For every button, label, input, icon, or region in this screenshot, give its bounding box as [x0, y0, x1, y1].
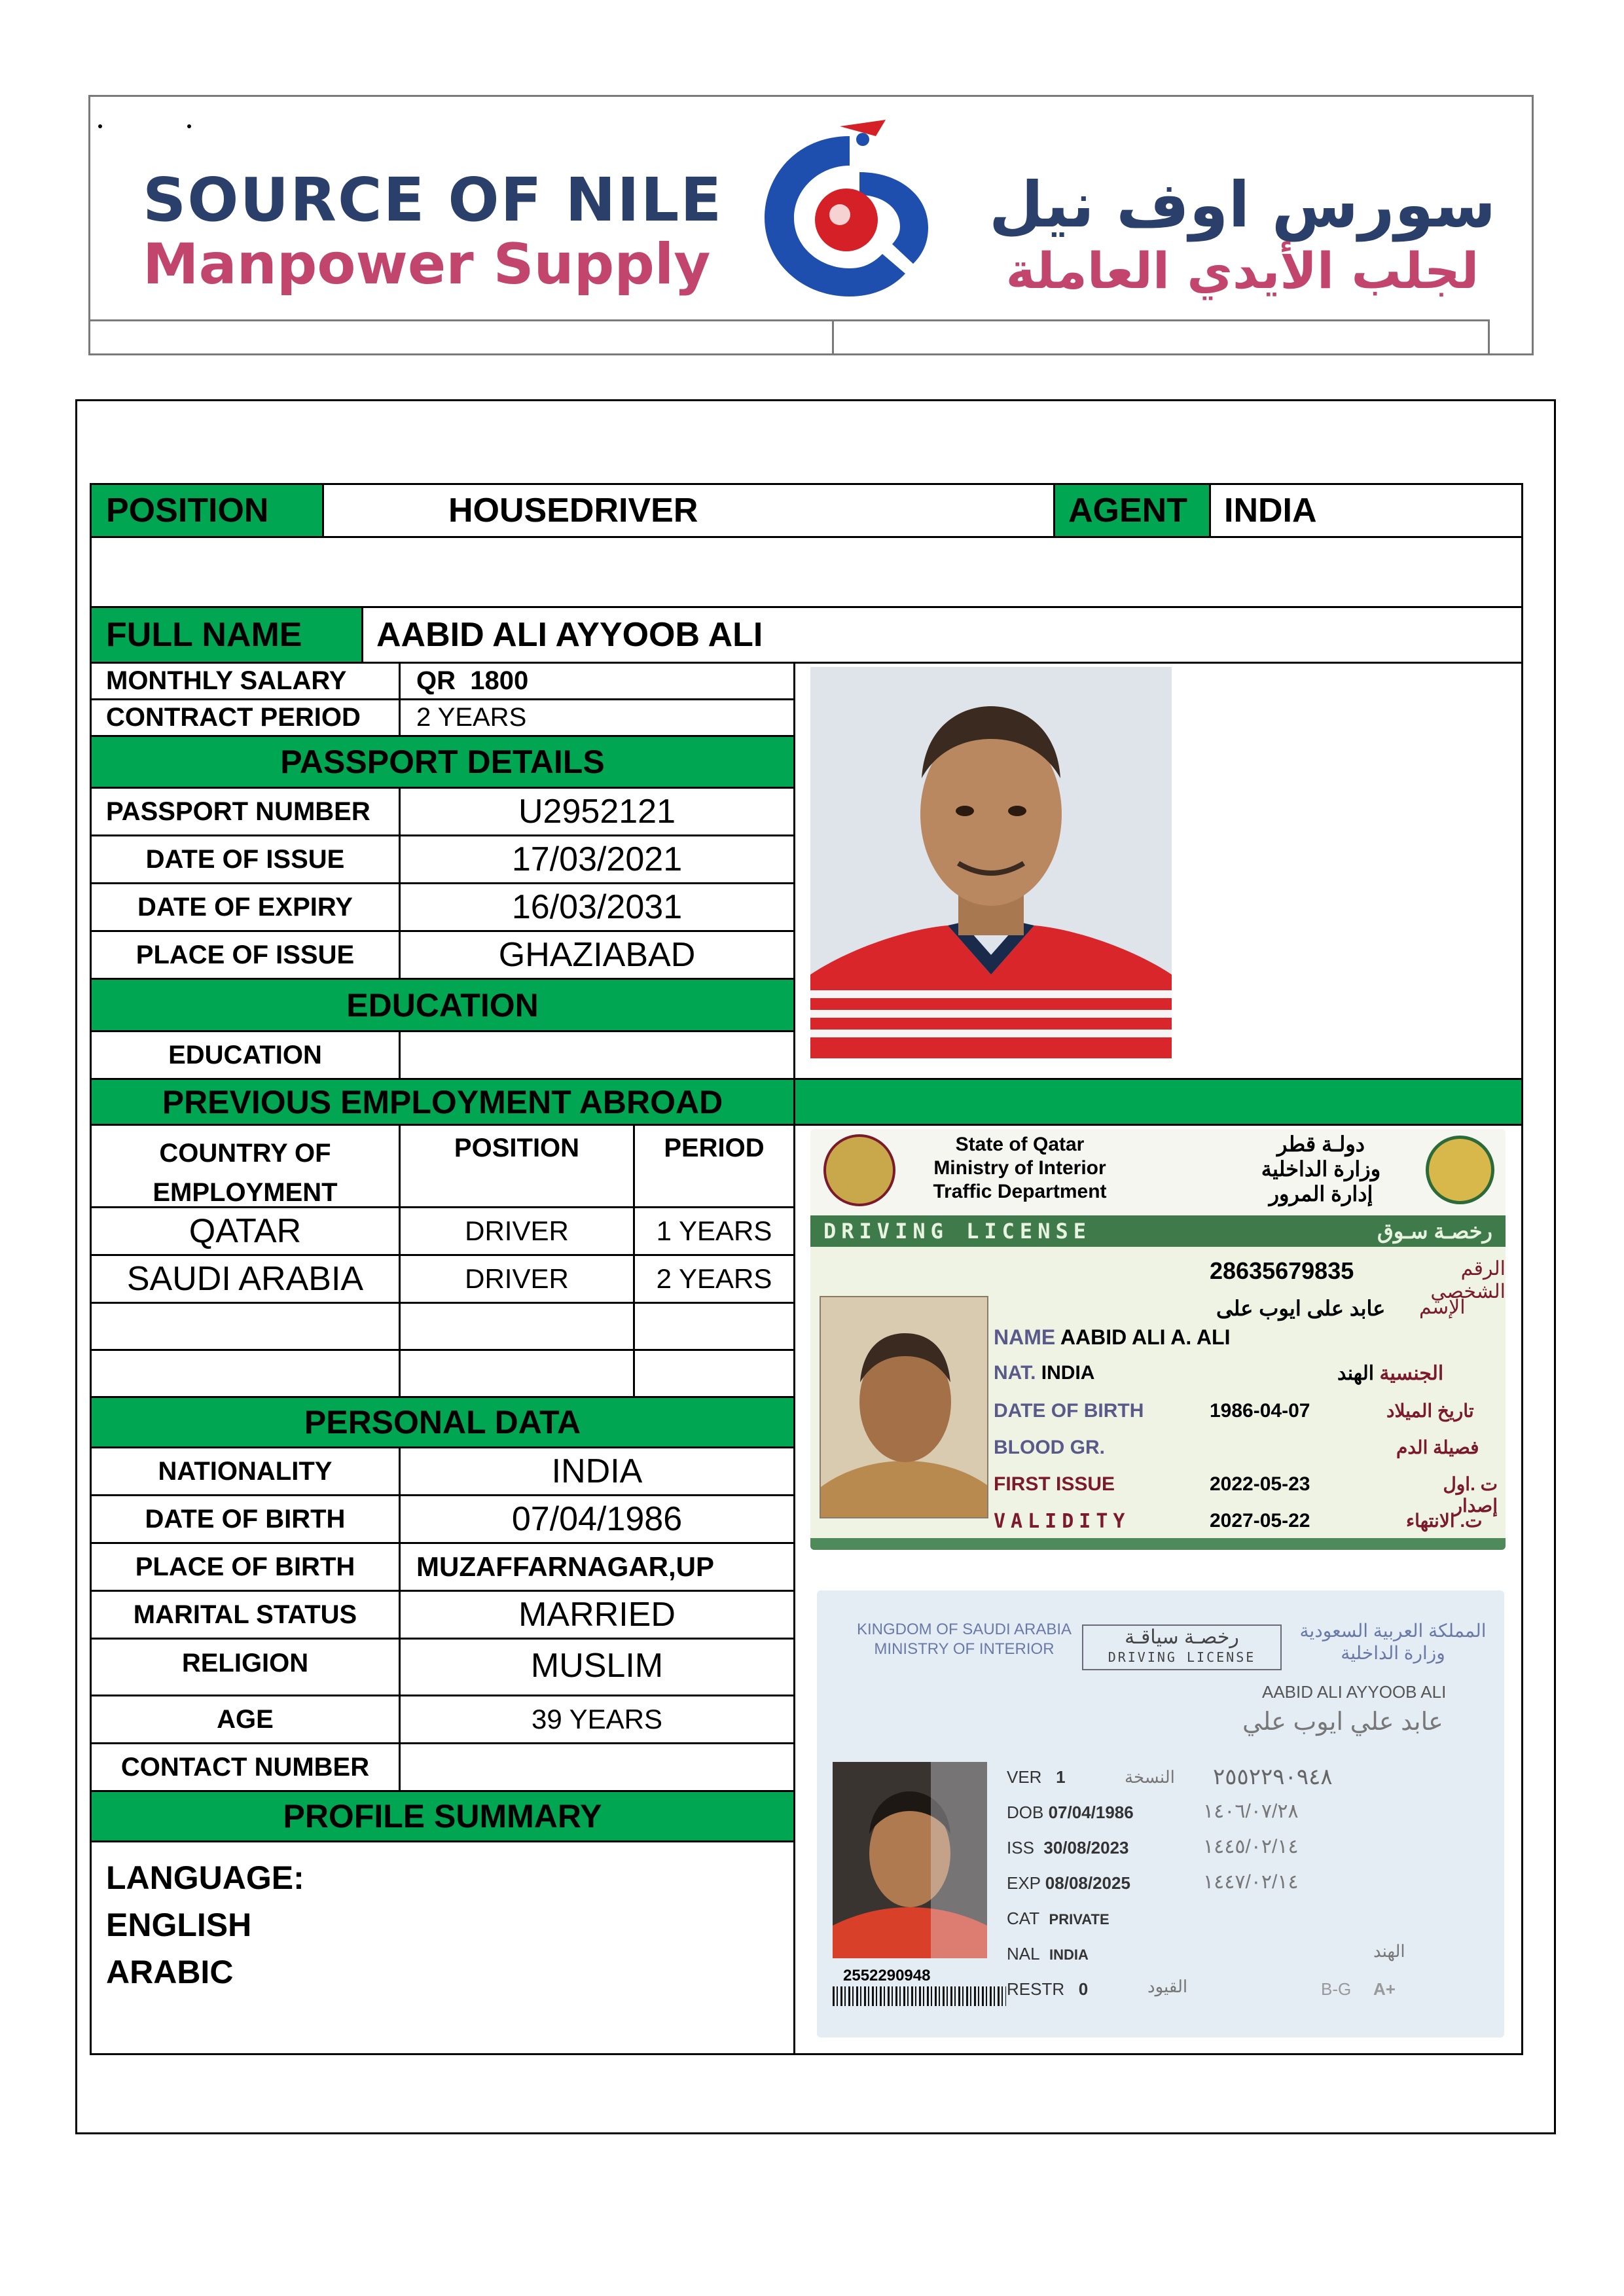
marital-status-label: MARITAL STATUS	[90, 1590, 401, 1640]
passport-details-heading: PASSPORT DETAILS	[90, 735, 795, 789]
nationality-label: NATIONALITY	[90, 1446, 401, 1496]
gcc-emblem-icon	[1426, 1136, 1494, 1204]
contract-period-label: CONTRACT PERIOD	[90, 698, 401, 737]
employment-period-2: 2 YEARS	[633, 1254, 795, 1304]
saudi-driving-license	[817, 1590, 1504, 2037]
contact-number-label: CONTACT NUMBER	[90, 1742, 401, 1792]
saudi-title-en: DRIVING LICENSE	[1108, 1649, 1256, 1665]
qatar-name-label: NAME	[994, 1325, 1056, 1349]
date-of-expiry-value: 16/03/2031	[399, 882, 795, 932]
qatar-nat-value: INDIA	[1041, 1362, 1095, 1384]
saudi-blood-label: B-G	[1321, 1979, 1352, 1999]
qatar-nat-label-ar: الجنسية	[1379, 1363, 1444, 1384]
saudi-exp-value: 08/08/2025	[1045, 1873, 1130, 1893]
agent-value: INDIA	[1209, 483, 1523, 538]
monthly-salary-value: QR 1800	[399, 662, 795, 700]
saudi-id-ar: ٢٥٥٢٢٩٠٩٤٨	[1213, 1765, 1333, 1789]
nationality-value: INDIA	[399, 1446, 795, 1496]
monthly-salary-label: MONTHLY SALARY	[90, 662, 401, 700]
letterhead-divider	[832, 319, 834, 353]
qatar-ar-header	[1223, 1132, 1419, 1206]
saudi-dob-value: 07/04/1986	[1048, 1803, 1134, 1822]
saudi-kingdom-en: KINGDOM OF SAUDI ARABIA	[856, 1621, 1072, 1638]
column-header-period: PERIOD	[633, 1124, 795, 1208]
qatar-dept-en: Traffic Department	[933, 1181, 1107, 1202]
saudi-title-box	[1082, 1624, 1282, 1670]
employment-empty-cell	[633, 1349, 795, 1398]
dot-mark	[98, 124, 102, 128]
passport-number-value: U2952121	[399, 787, 795, 836]
position-value: HOUSEDRIVER	[322, 483, 1055, 538]
saudi-blood-value: A+	[1373, 1979, 1396, 1999]
saudi-fields	[1007, 1767, 1491, 2029]
qatar-id-number: 28635679835	[1210, 1257, 1354, 1284]
age-label: AGE	[90, 1695, 401, 1744]
company-name-english	[143, 165, 765, 297]
saudi-iss-value: 30/08/2023	[1043, 1838, 1129, 1857]
company-name-arabic-line2: لجلب الأيدي العاملة	[1005, 242, 1479, 300]
qatar-blood-label-ar: فصيلة الدم	[1396, 1437, 1479, 1458]
employment-position-1: DRIVER	[399, 1206, 635, 1256]
qatar-name-value: AABID ALI A. ALI	[1060, 1325, 1231, 1349]
saudi-ver-ar: النسخة	[1125, 1767, 1175, 1787]
saudi-dob-ar: ١٤٠٦/٠٧/٢٨	[1203, 1801, 1299, 1822]
position-label: POSITION	[90, 483, 324, 538]
saudi-ver-value: 1	[1056, 1767, 1066, 1787]
company-name-line2: Manpower Supply	[143, 232, 711, 297]
personal-data-heading: PERSONAL DATA	[90, 1396, 795, 1448]
contract-period-value: 2 YEARS	[399, 698, 795, 737]
company-name-line1: SOURCE OF NILE	[143, 165, 723, 235]
employment-period-1: 1 YEARS	[633, 1206, 795, 1256]
marital-status-value: MARRIED	[399, 1590, 795, 1640]
education-label: EDUCATION	[90, 1030, 401, 1080]
company-logo-icon	[742, 110, 958, 313]
employment-empty-cell	[90, 1302, 401, 1351]
saudi-ar-header	[1295, 1620, 1491, 1664]
qatar-first-issue-label: FIRST ISSUE	[994, 1473, 1115, 1495]
spacer-row	[90, 536, 1523, 608]
qatar-first-issue-label-ar: ت .اول إصدار	[1443, 1474, 1498, 1516]
saudi-name-en: AABID ALI AYYOOB ALI	[1262, 1682, 1447, 1702]
place-of-birth-label: PLACE OF BIRTH	[90, 1542, 401, 1592]
date-of-expiry-label: DATE OF EXPIRY	[90, 882, 401, 932]
saudi-iss-ar: ١٤٤٥/٠٢/١٤	[1203, 1836, 1299, 1857]
date-of-birth-value: 07/04/1986	[399, 1494, 795, 1544]
qatar-name-label-ar: الإسم	[1419, 1297, 1466, 1318]
qatar-dob-label-ar: تاريخ الميلاد	[1386, 1401, 1474, 1421]
religion-label: RELIGION	[90, 1638, 401, 1696]
profile-summary-heading: PROFILE SUMMARY	[90, 1790, 795, 1842]
qatar-validity-label: VALIDITY	[994, 1510, 1130, 1533]
profile-summary-body	[90, 1840, 795, 2055]
column-header-country-text: COUNTRY OF EMPLOYMENT	[153, 1139, 338, 1207]
place-of-birth-value: MUZAFFARNAGAR,UP	[399, 1542, 795, 1592]
saudi-name-ar: عابد علي ايوب علي	[1242, 1708, 1443, 1736]
employment-empty-cell	[633, 1302, 795, 1351]
profile-line-language: LANGUAGE:	[106, 1859, 304, 1896]
saudi-nal-label: NAL	[1007, 1944, 1040, 1964]
education-heading: EDUCATION	[90, 978, 795, 1032]
qatar-first-issue-value: 2022-05-23	[1210, 1473, 1310, 1495]
license-bottom-band	[810, 1538, 1506, 1550]
age-value: 39 YEARS	[399, 1695, 795, 1744]
right-green-band	[793, 1078, 1523, 1126]
profile-line-english: ENGLISH	[106, 1907, 252, 1943]
employment-position-2: DRIVER	[399, 1254, 635, 1304]
place-of-issue-value: GHAZIABAD	[399, 930, 795, 980]
qatar-state-ar: دولـة قطر	[1276, 1132, 1365, 1156]
saudi-exp-label: EXP	[1007, 1873, 1041, 1893]
letterhead	[88, 95, 1534, 355]
saudi-nal-value: INDIA	[1049, 1946, 1089, 1963]
qatar-dob-label: DATE OF BIRTH	[994, 1400, 1144, 1422]
employment-country-1: QATAR	[90, 1206, 401, 1256]
saudi-cat-label: CAT	[1007, 1909, 1040, 1928]
qatar-state-en: State of Qatar	[955, 1134, 1085, 1155]
saudi-restr-value: 0	[1078, 1979, 1089, 1999]
employment-empty-cell	[399, 1349, 635, 1398]
column-header-country	[90, 1124, 401, 1208]
saudi-restr-label: RESTR	[1007, 1979, 1065, 1999]
qatar-emblem-icon	[823, 1134, 895, 1206]
qatar-ministry-ar: وزارة الداخلية	[1261, 1157, 1381, 1181]
date-of-birth-label: DATE OF BIRTH	[90, 1494, 401, 1544]
passport-number-label: PASSPORT NUMBER	[90, 787, 401, 836]
saudi-cat-value: PRIVATE	[1049, 1911, 1110, 1928]
religion-value: MUSLIM	[399, 1638, 795, 1696]
qatar-validity-value: 2027-05-22	[1210, 1510, 1310, 1532]
date-of-issue-label: DATE OF ISSUE	[90, 834, 401, 884]
saudi-ver-label: VER	[1007, 1767, 1042, 1787]
date-of-issue-value: 17/03/2021	[399, 834, 795, 884]
column-header-position: POSITION	[399, 1124, 635, 1208]
qatar-driving-license	[810, 1129, 1506, 1550]
contact-number-value	[399, 1742, 795, 1792]
agent-label: AGENT	[1053, 483, 1211, 538]
license-title-band	[810, 1215, 1506, 1247]
qatar-dob-value: 1986-04-07	[1210, 1400, 1310, 1422]
place-of-issue-label: PLACE OF ISSUE	[90, 930, 401, 980]
saudi-restr-ar: القيود	[1147, 1977, 1188, 1996]
saudi-dob-label: DOB	[1007, 1803, 1044, 1822]
education-value	[399, 1030, 795, 1080]
applicant-photo	[810, 667, 1172, 1058]
letterhead-divider	[90, 319, 1490, 353]
saudi-exp-ar: ١٤٤٧/٠٢/١٤	[1203, 1871, 1299, 1893]
profile-line-arabic: ARABIC	[106, 1954, 234, 1990]
employment-empty-cell	[399, 1302, 635, 1351]
qatar-fields	[994, 1325, 1498, 1533]
employment-empty-cell	[90, 1349, 401, 1398]
qatar-validity-label-ar: ت. الانتهاء	[1406, 1511, 1483, 1531]
qatar-nat-value-ar: الهند	[1337, 1363, 1375, 1384]
full-name-label: FULL NAME	[90, 606, 363, 664]
saudi-nal-ar: الهند	[1373, 1941, 1405, 1961]
barcode-icon	[833, 1986, 1006, 2006]
full-name-value: AABID ALI AYYOOB ALI	[361, 606, 1523, 664]
qatar-nat-label: NAT.	[994, 1362, 1036, 1384]
saudi-kingdom-ar: المملكة العربية السعودية	[1299, 1621, 1487, 1641]
company-name-arabic	[974, 169, 1511, 301]
license-title-en: DRIVING LICENSE	[823, 1219, 1091, 1244]
saudi-barcode-number: 2552290948	[843, 1967, 931, 1984]
qatar-ministry-en: Ministry of Interior	[933, 1157, 1106, 1179]
saudi-en-header	[856, 1620, 1072, 1659]
license-holder-photo	[820, 1296, 988, 1518]
dot-mark	[187, 124, 191, 128]
license-title-ar: رخصـة سـوق	[1377, 1219, 1492, 1243]
qatar-blood-label: BLOOD GR.	[994, 1437, 1105, 1458]
saudi-ministry-en: MINISTRY OF INTERIOR	[874, 1640, 1055, 1658]
qatar-name-ar: عابد على ايوب على	[1216, 1297, 1386, 1320]
saudi-holder-photo	[833, 1762, 987, 1958]
previous-employment-heading: PREVIOUS EMPLOYMENT ABROAD	[90, 1078, 795, 1126]
qatar-dept-ar: إدارة المرور	[1269, 1182, 1373, 1206]
qatar-en-header	[895, 1133, 1144, 1204]
saudi-iss-label: ISS	[1007, 1838, 1034, 1857]
employment-country-2: SAUDI ARABIA	[90, 1254, 401, 1304]
saudi-title-ar: رخصـة سياقـة	[1125, 1626, 1239, 1648]
saudi-ministry-ar: وزارة الداخلية	[1341, 1643, 1445, 1663]
company-name-arabic-line1: سورس اوف نيل	[988, 168, 1496, 242]
qatar-id-label-ar: الرقم الشخصي	[1430, 1258, 1506, 1302]
